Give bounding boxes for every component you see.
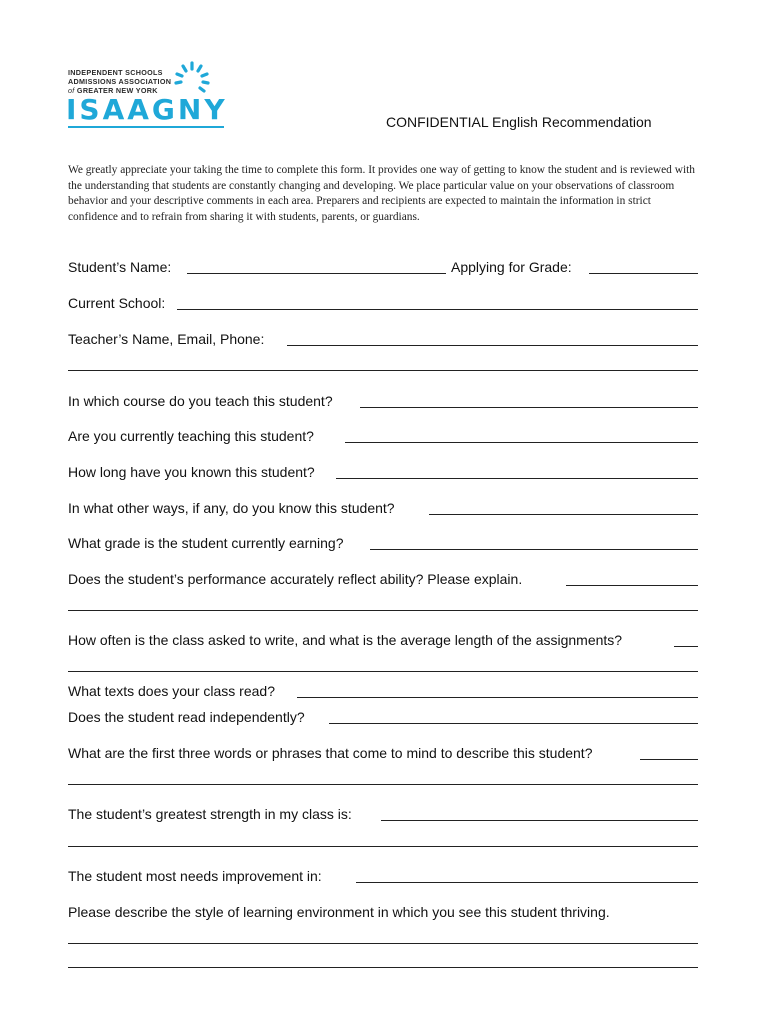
org-name-line-1: INDEPENDENT SCHOOLS [68,68,163,77]
teacher-info-field-line-2[interactable] [68,370,698,371]
learning-environment-field-line-2[interactable] [68,967,698,968]
writing-frequency-label: How often is the class asked to write, and what is the average length of the assignments? [68,632,623,648]
applying-grade-label: Applying for Grade: [451,259,572,275]
texts-label: What texts does your class read? [68,683,275,699]
brand-wordmark: ISAAGNY [66,93,228,126]
improvement-field[interactable] [356,882,698,883]
performance-field[interactable] [566,585,698,586]
texts-field[interactable] [297,697,698,698]
currently-teaching-field[interactable] [345,442,698,443]
three-words-label: What are the first three words or phrases that come to mind to describe this student? [68,745,593,761]
current-school-label: Current School: [68,295,166,311]
currently-teaching-label: Are you currently teaching this student? [68,428,314,444]
org-name-line-2: ADMISSIONS ASSOCIATION [68,77,172,86]
strength-field-line-2[interactable] [68,846,698,847]
reads-independently-label: Does the student read independently? [68,709,305,725]
applying-grade-field[interactable] [589,273,698,274]
grade-earning-label: What grade is the student currently earning? [68,535,344,551]
performance-field-line-2[interactable] [68,610,698,611]
strength-field[interactable] [381,820,698,821]
org-name-line-3: of GREATER NEW YORK [68,86,158,95]
grade-earning-field[interactable] [370,549,698,550]
course-label: In which course do you teach this student? [68,393,333,409]
teacher-info-field[interactable] [287,345,698,346]
reads-independently-field[interactable] [329,723,698,724]
other-ways-label: In what other ways, if any, do you know this student? [68,500,395,516]
learning-environment-label: Please describe the style of learning environment in which you see this student thriving. [68,904,610,920]
other-ways-field[interactable] [429,514,698,515]
current-school-field[interactable] [177,309,698,310]
student-name-field[interactable] [187,273,446,274]
intro-paragraph: We greatly appreciate your taking the time to complete this form. It provides one way of getting to know the student and is reviewed with the understanding that students are constantly changing and developing. We place particular value on your observations of classroom behavior and your descriptive comments in each area. Preparers and recipients are expected to maintain the information in strict confidence and to refrain from sharing it with students, parents, or guardians. [68,164,695,223]
teacher-info-label: Teacher’s Name, Email, Phone: [68,331,265,347]
course-field[interactable] [360,407,698,408]
form-title: CONFIDENTIAL English Recommendation [386,114,652,130]
student-name-label: Student’s Name: [68,259,172,275]
strength-label: The student’s greatest strength in my class is: [68,806,352,822]
writing-frequency-field-line-2[interactable] [68,671,698,672]
learning-environment-field[interactable] [68,943,698,944]
three-words-field[interactable] [640,759,698,760]
three-words-field-line-2[interactable] [68,784,698,785]
brand-underline [68,126,224,128]
improvement-label: The student most needs improvement in: [68,868,322,884]
how-long-label: How long have you known this student? [68,464,315,480]
writing-frequency-field[interactable] [674,646,698,647]
performance-label: Does the student’s performance accurately reflect ability? Please explain. [68,571,523,587]
how-long-field[interactable] [336,478,698,479]
